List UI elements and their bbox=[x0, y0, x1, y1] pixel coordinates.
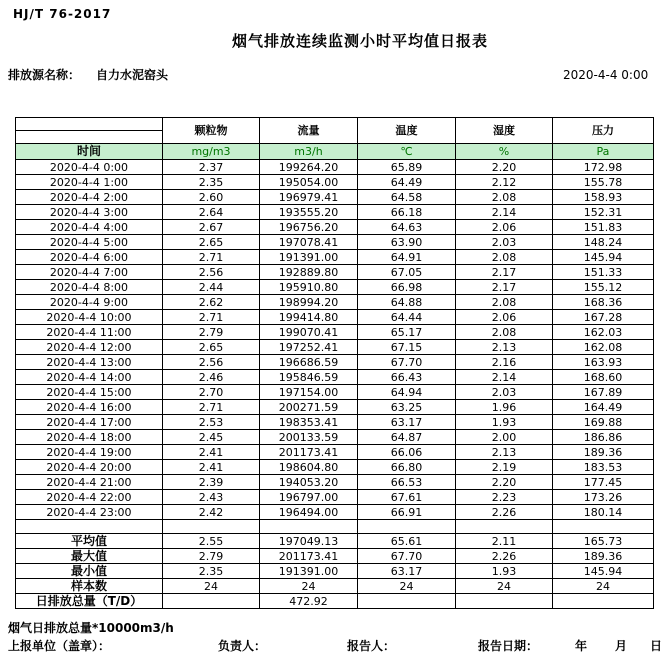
value-cell: 2.35 bbox=[163, 175, 260, 190]
spacer-cell bbox=[553, 520, 654, 534]
footer-note: 烟气日排放总量*10000m3/h bbox=[8, 621, 174, 635]
value-cell: 2.64 bbox=[163, 205, 260, 220]
value-cell: 199070.41 bbox=[260, 325, 358, 340]
value-cell: 199264.20 bbox=[260, 160, 358, 175]
value-cell: 163.93 bbox=[553, 355, 654, 370]
spacer-cell bbox=[16, 520, 163, 534]
summary-value: 24 bbox=[456, 579, 553, 594]
time-cell-row bbox=[16, 490, 654, 505]
time-cell-row bbox=[16, 445, 654, 460]
time-cell-row bbox=[16, 175, 654, 190]
summary-value: 191391.00 bbox=[260, 564, 358, 579]
value-cell: 2.13 bbox=[456, 340, 553, 355]
time-cell-row bbox=[16, 400, 654, 415]
value-cell: 66.06 bbox=[358, 445, 456, 460]
time-cell: 2020-4-4 7:00 bbox=[16, 265, 163, 280]
value-cell: 155.12 bbox=[553, 280, 654, 295]
page-title: 烟气排放连续监测小时平均值日报表 bbox=[231, 32, 488, 50]
report-date-label: 报告日期： bbox=[478, 639, 539, 653]
value-cell: 2.26 bbox=[456, 505, 553, 520]
value-cell: 64.94 bbox=[358, 385, 456, 400]
summary-value: 197049.13 bbox=[260, 534, 358, 549]
time-header: 时间 bbox=[16, 144, 163, 160]
year-label: 年 bbox=[575, 639, 588, 653]
summary-value: 2.35 bbox=[163, 564, 260, 579]
value-cell: 193555.20 bbox=[260, 205, 358, 220]
summary-label-row bbox=[16, 534, 654, 549]
report-table bbox=[15, 117, 654, 609]
value-cell: 2.62 bbox=[163, 295, 260, 310]
value-cell: 173.26 bbox=[553, 490, 654, 505]
source-row bbox=[8, 66, 168, 83]
summary-label-row bbox=[16, 579, 654, 594]
time-cell: 2020-4-4 16:00 bbox=[16, 400, 163, 415]
value-cell: 180.14 bbox=[553, 505, 654, 520]
time-cell: 2020-4-4 14:00 bbox=[16, 370, 163, 385]
value-cell: 64.44 bbox=[358, 310, 456, 325]
summary-rows bbox=[16, 534, 654, 609]
value-cell: 2.12 bbox=[456, 175, 553, 190]
time-cell: 2020-4-4 8:00 bbox=[16, 280, 163, 295]
summary-label: 平均值 bbox=[16, 534, 163, 549]
col-header-pressure: 压力 bbox=[553, 118, 654, 144]
value-cell: 162.08 bbox=[553, 340, 654, 355]
value-cell: 2.56 bbox=[163, 355, 260, 370]
value-cell: 168.60 bbox=[553, 370, 654, 385]
time-cell-row bbox=[16, 310, 654, 325]
value-cell: 169.88 bbox=[553, 415, 654, 430]
value-cell: 198994.20 bbox=[260, 295, 358, 310]
unit-particulate: mg/m3 bbox=[163, 144, 260, 160]
value-cell: 67.61 bbox=[358, 490, 456, 505]
value-cell: 2.41 bbox=[163, 460, 260, 475]
value-cell: 2.08 bbox=[456, 250, 553, 265]
time-cell: 2020-4-4 18:00 bbox=[16, 430, 163, 445]
value-cell: 167.28 bbox=[553, 310, 654, 325]
value-cell: 63.17 bbox=[358, 415, 456, 430]
time-cell: 2020-4-4 2:00 bbox=[16, 190, 163, 205]
report-datetime: 2020-4-4 0:00 bbox=[563, 68, 649, 82]
value-cell: 183.53 bbox=[553, 460, 654, 475]
value-cell: 191391.00 bbox=[260, 250, 358, 265]
value-cell: 189.36 bbox=[553, 445, 654, 460]
value-cell: 66.53 bbox=[358, 475, 456, 490]
value-cell: 195846.59 bbox=[260, 370, 358, 385]
value-cell: 148.24 bbox=[553, 235, 654, 250]
value-cell: 155.78 bbox=[553, 175, 654, 190]
value-cell: 151.83 bbox=[553, 220, 654, 235]
time-cell: 2020-4-4 1:00 bbox=[16, 175, 163, 190]
value-cell: 2.14 bbox=[456, 205, 553, 220]
responsible-label: 负责人： bbox=[218, 639, 267, 653]
summary-value: 1.93 bbox=[456, 564, 553, 579]
reporter-label: 报告人： bbox=[347, 639, 396, 653]
table-header bbox=[16, 118, 654, 160]
value-cell: 64.49 bbox=[358, 175, 456, 190]
value-cell: 2.71 bbox=[163, 250, 260, 265]
time-cell-row bbox=[16, 295, 654, 310]
value-cell: 2.06 bbox=[456, 310, 553, 325]
value-cell: 2.65 bbox=[163, 235, 260, 250]
time-cell-row bbox=[16, 385, 654, 400]
value-cell: 66.98 bbox=[358, 280, 456, 295]
value-cell: 197252.41 bbox=[260, 340, 358, 355]
value-cell: 2.37 bbox=[163, 160, 260, 175]
time-cell: 2020-4-4 12:00 bbox=[16, 340, 163, 355]
value-cell: 2.53 bbox=[163, 415, 260, 430]
time-cell-row bbox=[16, 190, 654, 205]
value-cell: 67.05 bbox=[358, 265, 456, 280]
value-cell: 2.44 bbox=[163, 280, 260, 295]
col-header-temperature: 温度 bbox=[358, 118, 456, 144]
summary-value bbox=[358, 594, 456, 609]
time-header-blank-bottom bbox=[16, 131, 163, 144]
summary-value: 201173.41 bbox=[260, 549, 358, 564]
summary-label: 最小值 bbox=[16, 564, 163, 579]
value-cell: 2.71 bbox=[163, 310, 260, 325]
value-cell: 196979.41 bbox=[260, 190, 358, 205]
time-cell: 2020-4-4 21:00 bbox=[16, 475, 163, 490]
unit-pressure: Pa bbox=[553, 144, 654, 160]
value-cell: 196686.59 bbox=[260, 355, 358, 370]
month-label: 月 bbox=[615, 639, 628, 653]
time-cell: 2020-4-4 3:00 bbox=[16, 205, 163, 220]
time-cell: 2020-4-4 5:00 bbox=[16, 235, 163, 250]
value-cell: 67.70 bbox=[358, 355, 456, 370]
time-cell-row bbox=[16, 265, 654, 280]
value-cell: 196494.00 bbox=[260, 505, 358, 520]
value-cell: 196756.20 bbox=[260, 220, 358, 235]
value-cell: 64.87 bbox=[358, 430, 456, 445]
value-cell: 2.43 bbox=[163, 490, 260, 505]
value-cell: 2.00 bbox=[456, 430, 553, 445]
value-cell: 162.03 bbox=[553, 325, 654, 340]
value-cell: 2.08 bbox=[456, 325, 553, 340]
value-cell: 194053.20 bbox=[260, 475, 358, 490]
unit-row bbox=[16, 144, 654, 160]
unit-flow: m3/h bbox=[260, 144, 358, 160]
summary-value: 65.61 bbox=[358, 534, 456, 549]
spacer-cell bbox=[260, 520, 358, 534]
value-cell: 2.20 bbox=[456, 160, 553, 175]
time-cell-row bbox=[16, 415, 654, 430]
value-cell: 2.42 bbox=[163, 505, 260, 520]
time-cell-row bbox=[16, 505, 654, 520]
value-cell: 2.06 bbox=[456, 220, 553, 235]
value-cell: 2.39 bbox=[163, 475, 260, 490]
value-cell: 197078.41 bbox=[260, 235, 358, 250]
value-cell: 2.41 bbox=[163, 445, 260, 460]
value-cell: 2.17 bbox=[456, 265, 553, 280]
time-cell: 2020-4-4 0:00 bbox=[16, 160, 163, 175]
value-cell: 63.90 bbox=[358, 235, 456, 250]
day-label: 日 bbox=[650, 639, 663, 653]
value-cell: 164.49 bbox=[553, 400, 654, 415]
value-cell: 2.65 bbox=[163, 340, 260, 355]
value-cell: 2.20 bbox=[456, 475, 553, 490]
value-cell: 2.45 bbox=[163, 430, 260, 445]
value-cell: 145.94 bbox=[553, 250, 654, 265]
time-cell: 2020-4-4 22:00 bbox=[16, 490, 163, 505]
summary-value: 24 bbox=[163, 579, 260, 594]
summary-value bbox=[456, 594, 553, 609]
source-name: 自力水泥窑头 bbox=[96, 68, 169, 82]
time-cell-row bbox=[16, 355, 654, 370]
value-cell: 2.08 bbox=[456, 295, 553, 310]
value-cell: 2.03 bbox=[456, 235, 553, 250]
value-cell: 2.71 bbox=[163, 400, 260, 415]
value-cell: 2.14 bbox=[456, 370, 553, 385]
value-cell: 2.46 bbox=[163, 370, 260, 385]
value-cell: 66.91 bbox=[358, 505, 456, 520]
spacer-cell bbox=[358, 520, 456, 534]
value-cell: 192889.80 bbox=[260, 265, 358, 280]
value-cell: 186.86 bbox=[553, 430, 654, 445]
value-cell: 65.89 bbox=[358, 160, 456, 175]
summary-value: 24 bbox=[358, 579, 456, 594]
time-cell-row bbox=[16, 460, 654, 475]
value-cell: 64.58 bbox=[358, 190, 456, 205]
time-cell-row bbox=[16, 340, 654, 355]
time-cell: 2020-4-4 19:00 bbox=[16, 445, 163, 460]
time-cell-row bbox=[16, 280, 654, 295]
summary-value: 2.26 bbox=[456, 549, 553, 564]
time-cell: 2020-4-4 23:00 bbox=[16, 505, 163, 520]
value-cell: 2.13 bbox=[456, 445, 553, 460]
time-cell-row bbox=[16, 250, 654, 265]
time-cell-row bbox=[16, 235, 654, 250]
value-cell: 2.19 bbox=[456, 460, 553, 475]
value-cell: 1.96 bbox=[456, 400, 553, 415]
summary-value: 2.11 bbox=[456, 534, 553, 549]
time-cell-row bbox=[16, 430, 654, 445]
summary-value: 63.17 bbox=[358, 564, 456, 579]
header-row-top bbox=[16, 118, 654, 131]
value-cell: 168.36 bbox=[553, 295, 654, 310]
value-cell: 67.15 bbox=[358, 340, 456, 355]
value-cell: 198353.41 bbox=[260, 415, 358, 430]
data-rows bbox=[16, 160, 654, 520]
value-cell: 2.23 bbox=[456, 490, 553, 505]
value-cell: 177.45 bbox=[553, 475, 654, 490]
time-cell: 2020-4-4 11:00 bbox=[16, 325, 163, 340]
summary-value: 2.79 bbox=[163, 549, 260, 564]
value-cell: 151.33 bbox=[553, 265, 654, 280]
value-cell: 64.91 bbox=[358, 250, 456, 265]
value-cell: 198604.80 bbox=[260, 460, 358, 475]
unit-humidity: % bbox=[456, 144, 553, 160]
summary-value: 145.94 bbox=[553, 564, 654, 579]
value-cell: 2.67 bbox=[163, 220, 260, 235]
summary-value: 165.73 bbox=[553, 534, 654, 549]
unit-temperature: ℃ bbox=[358, 144, 456, 160]
time-cell-row bbox=[16, 160, 654, 175]
time-cell: 2020-4-4 17:00 bbox=[16, 415, 163, 430]
value-cell: 1.93 bbox=[456, 415, 553, 430]
value-cell: 2.60 bbox=[163, 190, 260, 205]
summary-label-row bbox=[16, 594, 654, 609]
summary-value: 189.36 bbox=[553, 549, 654, 564]
value-cell: 2.56 bbox=[163, 265, 260, 280]
spacer-cell bbox=[456, 520, 553, 534]
summary-value: 472.92 bbox=[260, 594, 358, 609]
time-cell-row bbox=[16, 475, 654, 490]
value-cell: 63.25 bbox=[358, 400, 456, 415]
value-cell: 195910.80 bbox=[260, 280, 358, 295]
value-cell: 2.16 bbox=[456, 355, 553, 370]
report-unit-label: 上报单位（盖章）： bbox=[8, 639, 111, 653]
value-cell: 64.63 bbox=[358, 220, 456, 235]
col-header-humidity: 湿度 bbox=[456, 118, 553, 144]
source-label: 排放源名称： bbox=[8, 68, 81, 82]
summary-label: 日排放总量（T/D） bbox=[16, 594, 163, 609]
value-cell: 2.03 bbox=[456, 385, 553, 400]
time-cell-row bbox=[16, 220, 654, 235]
summary-value: 24 bbox=[260, 579, 358, 594]
value-cell: 66.18 bbox=[358, 205, 456, 220]
value-cell: 200271.59 bbox=[260, 400, 358, 415]
time-cell: 2020-4-4 9:00 bbox=[16, 295, 163, 310]
value-cell: 196797.00 bbox=[260, 490, 358, 505]
value-cell: 65.17 bbox=[358, 325, 456, 340]
time-cell: 2020-4-4 20:00 bbox=[16, 460, 163, 475]
spacer-cell bbox=[163, 520, 260, 534]
value-cell: 200133.59 bbox=[260, 430, 358, 445]
value-cell: 197154.00 bbox=[260, 385, 358, 400]
time-cell: 2020-4-4 13:00 bbox=[16, 355, 163, 370]
summary-label: 最大值 bbox=[16, 549, 163, 564]
summary-label: 样本数 bbox=[16, 579, 163, 594]
value-cell: 64.88 bbox=[358, 295, 456, 310]
col-header-flow: 流量 bbox=[260, 118, 358, 144]
time-header-blank-top bbox=[16, 118, 163, 131]
value-cell: 195054.00 bbox=[260, 175, 358, 190]
time-cell-row bbox=[16, 325, 654, 340]
value-cell: 158.93 bbox=[553, 190, 654, 205]
value-cell: 172.98 bbox=[553, 160, 654, 175]
value-cell: 2.79 bbox=[163, 325, 260, 340]
summary-value: 24 bbox=[553, 579, 654, 594]
time-cell: 2020-4-4 15:00 bbox=[16, 385, 163, 400]
value-cell: 2.17 bbox=[456, 280, 553, 295]
value-cell: 2.70 bbox=[163, 385, 260, 400]
value-cell: 66.43 bbox=[358, 370, 456, 385]
value-cell: 199414.80 bbox=[260, 310, 358, 325]
col-header-particulate: 颗粒物 bbox=[163, 118, 260, 144]
time-cell: 2020-4-4 4:00 bbox=[16, 220, 163, 235]
time-cell: 2020-4-4 10:00 bbox=[16, 310, 163, 325]
value-cell: 2.08 bbox=[456, 190, 553, 205]
spacer-row bbox=[16, 520, 654, 534]
summary-value: 67.70 bbox=[358, 549, 456, 564]
time-cell-row bbox=[16, 370, 654, 385]
summary-value bbox=[553, 594, 654, 609]
summary-label-row bbox=[16, 549, 654, 564]
time-cell: 2020-4-4 6:00 bbox=[16, 250, 163, 265]
value-cell: 66.80 bbox=[358, 460, 456, 475]
time-cell-row bbox=[16, 205, 654, 220]
summary-value: 2.55 bbox=[163, 534, 260, 549]
summary-label-row bbox=[16, 564, 654, 579]
spacer-body bbox=[16, 520, 654, 534]
value-cell: 167.89 bbox=[553, 385, 654, 400]
value-cell: 201173.41 bbox=[260, 445, 358, 460]
value-cell: 152.31 bbox=[553, 205, 654, 220]
standard-code: HJ/T 76-2017 bbox=[13, 7, 112, 21]
summary-value bbox=[163, 594, 260, 609]
